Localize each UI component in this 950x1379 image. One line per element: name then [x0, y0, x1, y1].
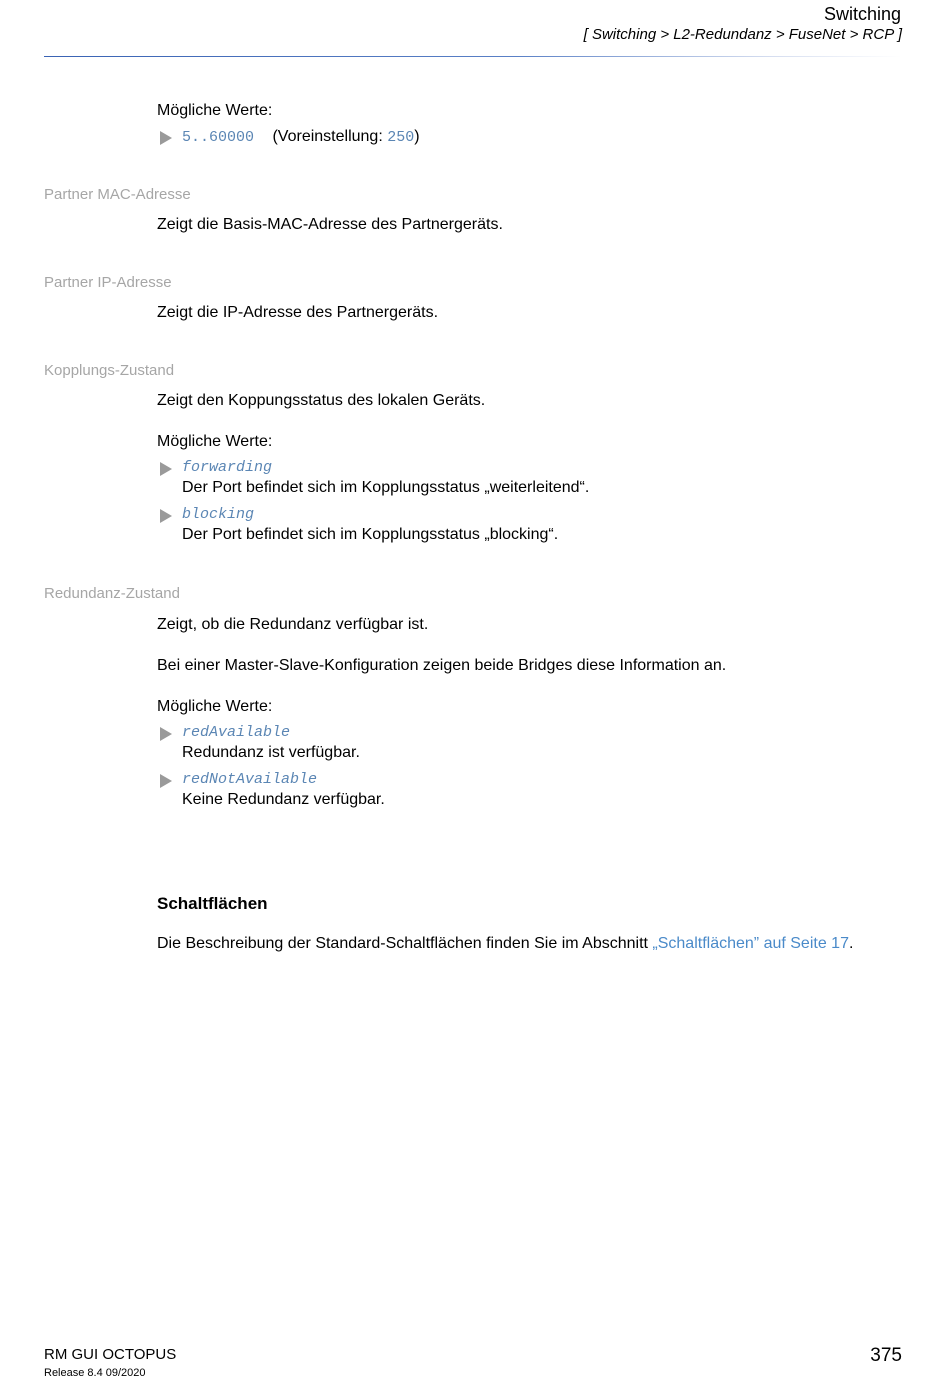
- default-suffix: ): [414, 128, 420, 145]
- possible-values-label: Mögliche Werte:: [157, 698, 273, 715]
- footer-release: Release 8.4 09/2020: [44, 1367, 146, 1379]
- value-description: Keine Redundanz verfügbar.: [182, 791, 385, 808]
- redundancy-state-block: [157, 615, 917, 810]
- bullet-triangle-icon: [160, 727, 172, 741]
- redundancy-state-description: Zeigt, ob die Redundanz verfügbar ist.: [157, 616, 429, 633]
- header-title: Switching: [823, 4, 901, 24]
- list-item: [157, 505, 917, 545]
- page-number: 375: [870, 1345, 902, 1366]
- value-description: Redundanz ist verfügbar.: [182, 744, 360, 761]
- schaltflaechen-link[interactable]: „Schaltflächen” auf Seite 17: [652, 935, 849, 952]
- value-code: forwarding: [182, 459, 273, 476]
- list-item: [157, 770, 917, 810]
- value-code: redAvailable: [182, 724, 291, 741]
- buttons-text-prefix: Die Beschreibung der Standard-Schaltflächen finden Sie im Abschnitt: [157, 935, 653, 952]
- coupling-state-block: [157, 391, 917, 545]
- default-value: 250: [387, 129, 415, 146]
- value-code: blocking: [182, 506, 255, 523]
- list-item: [157, 723, 917, 763]
- section-heading: Schaltflächen: [157, 894, 268, 913]
- range-item: [157, 127, 917, 148]
- field-label-redundancy-state: Redundanz-Zustand: [44, 585, 180, 602]
- buttons-text-suffix: .: [848, 935, 854, 952]
- default-prefix: (Voreinstellung:: [272, 128, 388, 145]
- buttons-section: [157, 894, 917, 954]
- partner-ip-description: Zeigt die IP-Adresse des Partnergeräts.: [157, 304, 439, 321]
- field-label-coupling-state: Kopplungs-Zustand: [44, 362, 175, 379]
- coupling-state-description: Zeigt den Koppungsstatus des lokalen Geräts.: [157, 392, 486, 409]
- possible-values-label: Mögliche Werte:: [157, 102, 273, 119]
- bullet-triangle-icon: [160, 462, 172, 476]
- range-value: 5..60000: [182, 129, 255, 146]
- list-item: [157, 458, 917, 498]
- bullet-triangle-icon: [160, 131, 172, 145]
- field-label-partner-mac: Partner MAC-Adresse: [44, 186, 191, 203]
- value-description: Der Port befindet sich im Kopplungsstatus „blocking“.: [182, 526, 559, 543]
- redundancy-state-note: Bei einer Master-Slave-Konfiguration zeigen beide Bridges diese Information an.: [157, 657, 727, 674]
- intro-block: [157, 101, 917, 148]
- buttons-section-text: [157, 934, 917, 954]
- value-code: redNotAvailable: [182, 771, 318, 788]
- partner-mac-description: Zeigt die Basis-MAC-Adresse des Partnergeräts.: [157, 216, 503, 233]
- value-description: Der Port befindet sich im Kopplungsstatus „weiterleitend“.: [182, 479, 590, 496]
- possible-values-label: Mögliche Werte:: [157, 433, 273, 450]
- bullet-triangle-icon: [160, 774, 172, 788]
- header-divider: [44, 56, 901, 57]
- field-label-partner-ip: Partner IP-Adresse: [44, 274, 172, 291]
- bullet-triangle-icon: [160, 509, 172, 523]
- footer-product: RM GUI OCTOPUS: [44, 1346, 177, 1363]
- breadcrumb: [ Switching > L2-Redundanz > FuseNet > RCP ]: [583, 26, 902, 43]
